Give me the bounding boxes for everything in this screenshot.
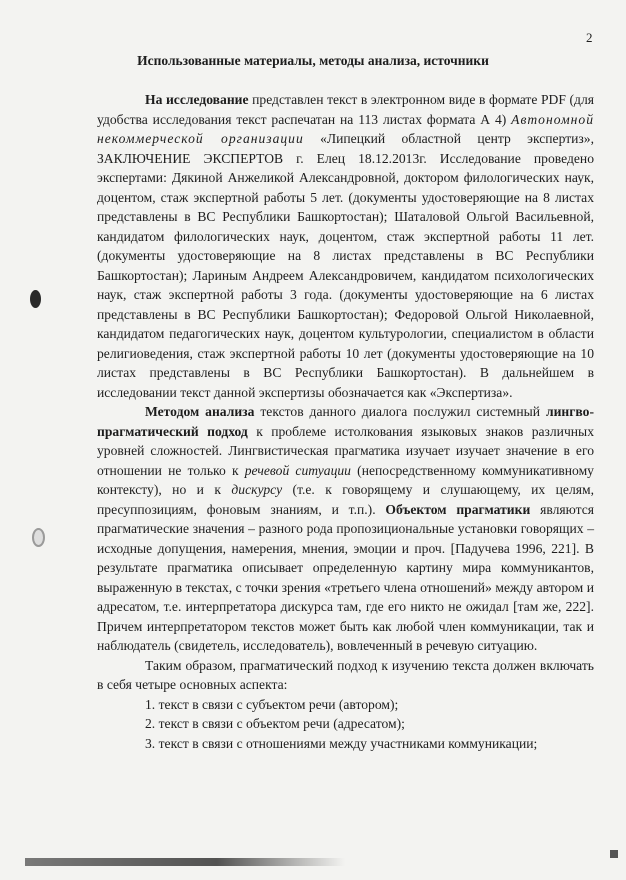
section-title: Использованные материалы, методы анализа, источники: [137, 53, 489, 68]
materials-text-1: представлен текст в электронном виде в формате PDF (для удобства исследования текст распечатан на 113 листах формата А 4): [97, 92, 594, 127]
method-text-3: (непосредственному коммуникативному контексту), но и к: [97, 462, 594, 497]
punch-hole-mark: [30, 290, 41, 308]
method-text-1: текстов данного диалога послужил системный: [254, 404, 546, 419]
list-item: 1. текст в связи с субъектом речи (автором);: [145, 696, 399, 712]
paragraph-conclusion: Таким образом, прагматический подход к изучению текста должен включать в себя четыре основных аспекта:: [97, 657, 594, 692]
speech-situation-term: речевой ситуации: [244, 462, 351, 478]
discourse-term: дискурсу: [231, 482, 283, 497]
scan-corner-mark: [610, 850, 618, 858]
paragraph-materials: [97, 90, 594, 402]
document-body: [97, 90, 594, 753]
method-text-5: являются прагматические значения – разного рода пропозициональные установки говорящих – исходные допущения, намерения, мнения, эмоции и проч. [Падучева 1996, 221]. В результате прагматика описывает определенную картину мира коммуникантов, выраженную в текстах, с точки зрения «третьего члена отношений» между автором и адресатом, т.е. интерпретатора дискурса там, где его никто не ожидал [там же, 222]. Причем интерпретатором текстов может быть как любой член коммуникации, так и наблюдатель (свидетель, исследователь), вовлеченный в речевую ситуацию.: [97, 501, 594, 653]
organization-name: Автономной некоммерческой организации: [97, 111, 594, 146]
paragraph-method: [97, 402, 594, 656]
pragmatics-object-term: Объектом прагматики: [385, 501, 531, 517]
approach-term: лингво-прагматический подход: [97, 404, 594, 439]
method-text-4: (т.е. к говорящему и слушающему, их целям, пресуппозициям, фоновым знаниям, и т.п.).: [97, 482, 594, 517]
list-item: 3. текст в связи с отношениями между участниками коммуникации;: [145, 735, 538, 751]
scan-edge-shadow: [25, 858, 345, 866]
method-text-2: к проблеме истолкования языковых знаков различных уровней сложностей. Лингвистическая прагматика изучает изучает значение в его отношении не только к: [97, 423, 594, 478]
punch-hole-mark: [32, 528, 45, 547]
list-item: 2. текст в связи с объектом речи (адресатом);: [145, 716, 405, 731]
page-number: 2: [586, 30, 593, 45]
materials-text-2: «Липецкий областной центр экспертиз», ЗАКЛЮЧЕНИЕ ЭКСПЕРТОВ г. Елец 18.12.2013г. Исследование проведено экспертами: Дякиной Анжеликой Александровной, доктором филологических наук, доцентом, стаж экспертной работы 5 лет. (документы удостоверяющие на 8 листах представлены в ВС Республики Башкортостан); Шаталовой Ольгой Васильевной, кандидатом филологических наук, доцентом, стаж экспертной работы 11 лет. (документы удостоверяющие на 8 листах представлены в ВС Республики Башкортостан); Лариным Андреем Александровичем, кандидатом психологических наук, стаж экспертной работы 3 года. (документы удостоверяющие на 6 листах представлены в ВС Республики Башкортостан); Федоровой Ольгой Николаевной, кандидатом педагогических наук, доцентом культурологии, специалистом в области религиоведения, стаж экспертной работы 10 лет (документы удостоверяющие на 10 листах представлены в ВС Республики Башкортостан). В дальнейшем в исследовании текст данной экспертизы обозначается как «Экспертиза».: [97, 131, 594, 400]
lead-method: Методом анализа: [145, 404, 255, 419]
lead-on-research: На исследование: [145, 92, 249, 107]
